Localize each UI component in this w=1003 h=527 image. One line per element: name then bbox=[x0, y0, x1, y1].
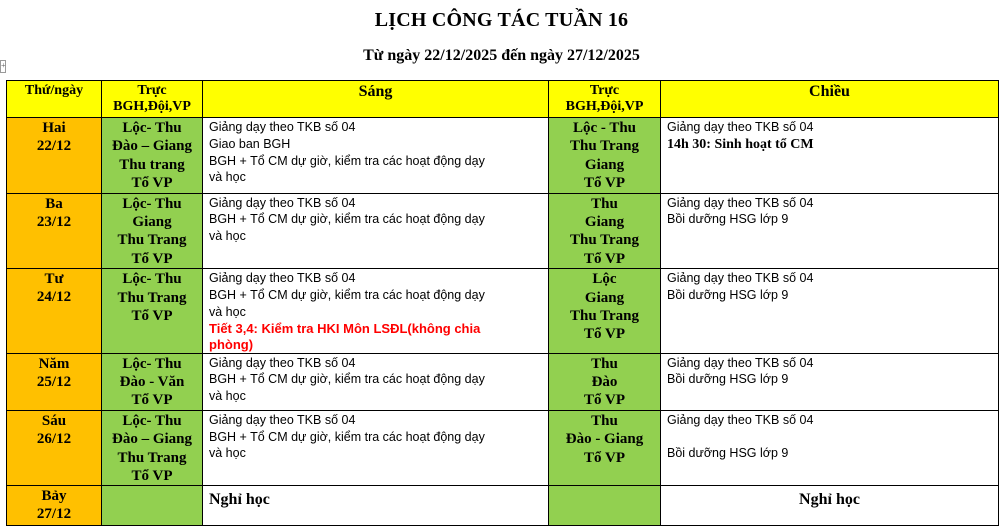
afternoon-cell: Giảng dạy theo TKB số 04 Bồi dưỡng HSG lớp 9 bbox=[661, 410, 999, 486]
day-cell: Năm 25/12 bbox=[7, 353, 102, 410]
table-row bbox=[7, 193, 999, 269]
morning-cell: Nghỉ học bbox=[203, 486, 549, 526]
table-move-handle-icon[interactable]: + bbox=[0, 60, 6, 73]
duty-afternoon-cell: Lộc Giang Thu Trang Tổ VP bbox=[549, 269, 661, 353]
duty-afternoon-cell: Lộc - Thu Thu Trang Giang Tổ VP bbox=[549, 118, 661, 194]
table-row bbox=[7, 118, 999, 194]
table-row bbox=[7, 486, 999, 526]
day-cell: Sáu 26/12 bbox=[7, 410, 102, 486]
exam-notice: Tiết 3,4: Kiểm tra HKI Môn LSĐL(không chia bbox=[209, 320, 481, 336]
day-cell: Bảy 27/12 bbox=[7, 486, 102, 526]
day-cell: Ba 23/12 bbox=[7, 193, 102, 269]
morning-cell: Giảng dạy theo TKB số 04 BGH + Tổ CM dự giờ, kiểm tra các hoạt động dạy và học bbox=[203, 410, 549, 486]
morning-cell: Giảng dạy theo TKB số 04 BGH + Tổ CM dự giờ, kiểm tra các hoạt động dạy và học bbox=[203, 193, 549, 269]
duty-morning-cell: Lộc- Thu Thu Trang Tổ VP bbox=[102, 269, 203, 353]
afternoon-cell: Giảng dạy theo TKB số 04 14h 30: Sinh hoạt tổ CM bbox=[661, 118, 999, 194]
morning-cell: Giảng dạy theo TKB số 04 BGH + Tổ CM dự giờ, kiểm tra các hoạt động dạy và học Tiết 3,4: Kiểm tra HKI Môn LSĐL(không chia phòng) bbox=[203, 269, 549, 353]
morning-cell: Giảng dạy theo TKB số 04 Giao ban BGH BGH + Tổ CM dự giờ, kiểm tra các hoạt động dạy và học bbox=[203, 118, 549, 194]
table-row bbox=[7, 410, 999, 486]
duty-afternoon-cell: Thu Giang Thu Trang Tổ VP bbox=[549, 193, 661, 269]
afternoon-cell: Giảng dạy theo TKB số 04 Bồi dưỡng HSG lớp 9 bbox=[661, 269, 999, 353]
header-day: Thứ/ngày bbox=[7, 81, 102, 118]
duty-morning-cell: Lộc- Thu Đào – Giang Thu trang Tổ VP bbox=[102, 118, 203, 194]
table-row bbox=[7, 353, 999, 410]
date-range-subtitle: Từ ngày 22/12/2025 đến ngày 27/12/2025 bbox=[363, 47, 640, 64]
header-duty-afternoon: Trực BGH,Đội,VP bbox=[549, 81, 661, 118]
day-cell: Tư 24/12 bbox=[7, 269, 102, 353]
duty-morning-cell: Lộc- Thu Đào – Giang Thu Trang Tổ VP bbox=[102, 410, 203, 486]
afternoon-cell: Giảng dạy theo TKB số 04 Bồi dưỡng HSG lớp 9 bbox=[661, 353, 999, 410]
duty-morning-cell: Lộc- Thu Đào - Văn Tổ VP bbox=[102, 353, 203, 410]
header-row bbox=[7, 81, 999, 118]
duty-morning-cell: Lộc- Thu Giang Thu Trang Tổ VP bbox=[102, 193, 203, 269]
day-cell: Hai 22/12 bbox=[7, 118, 102, 194]
duty-afternoon-cell bbox=[549, 486, 661, 526]
morning-cell: Giảng dạy theo TKB số 04 BGH + Tổ CM dự giờ, kiểm tra các hoạt động dạy và học bbox=[203, 353, 549, 410]
table-row bbox=[7, 269, 999, 353]
header-duty-morning: Trực BGH,Đội,VP bbox=[102, 81, 203, 118]
page-title: LỊCH CÔNG TÁC TUẦN 16 bbox=[374, 9, 629, 31]
duty-afternoon-cell: Thu Đào Tổ VP bbox=[549, 353, 661, 410]
duty-morning-cell bbox=[102, 486, 203, 526]
schedule-table bbox=[6, 80, 999, 526]
afternoon-cell: Giảng dạy theo TKB số 04 Bồi dưỡng HSG lớp 9 bbox=[661, 193, 999, 269]
duty-afternoon-cell: Thu Đào - Giang Tổ VP bbox=[549, 410, 661, 486]
header-afternoon: Chiều bbox=[661, 81, 999, 118]
header-morning: Sáng bbox=[203, 81, 549, 118]
afternoon-cell: Nghỉ học bbox=[661, 486, 999, 526]
